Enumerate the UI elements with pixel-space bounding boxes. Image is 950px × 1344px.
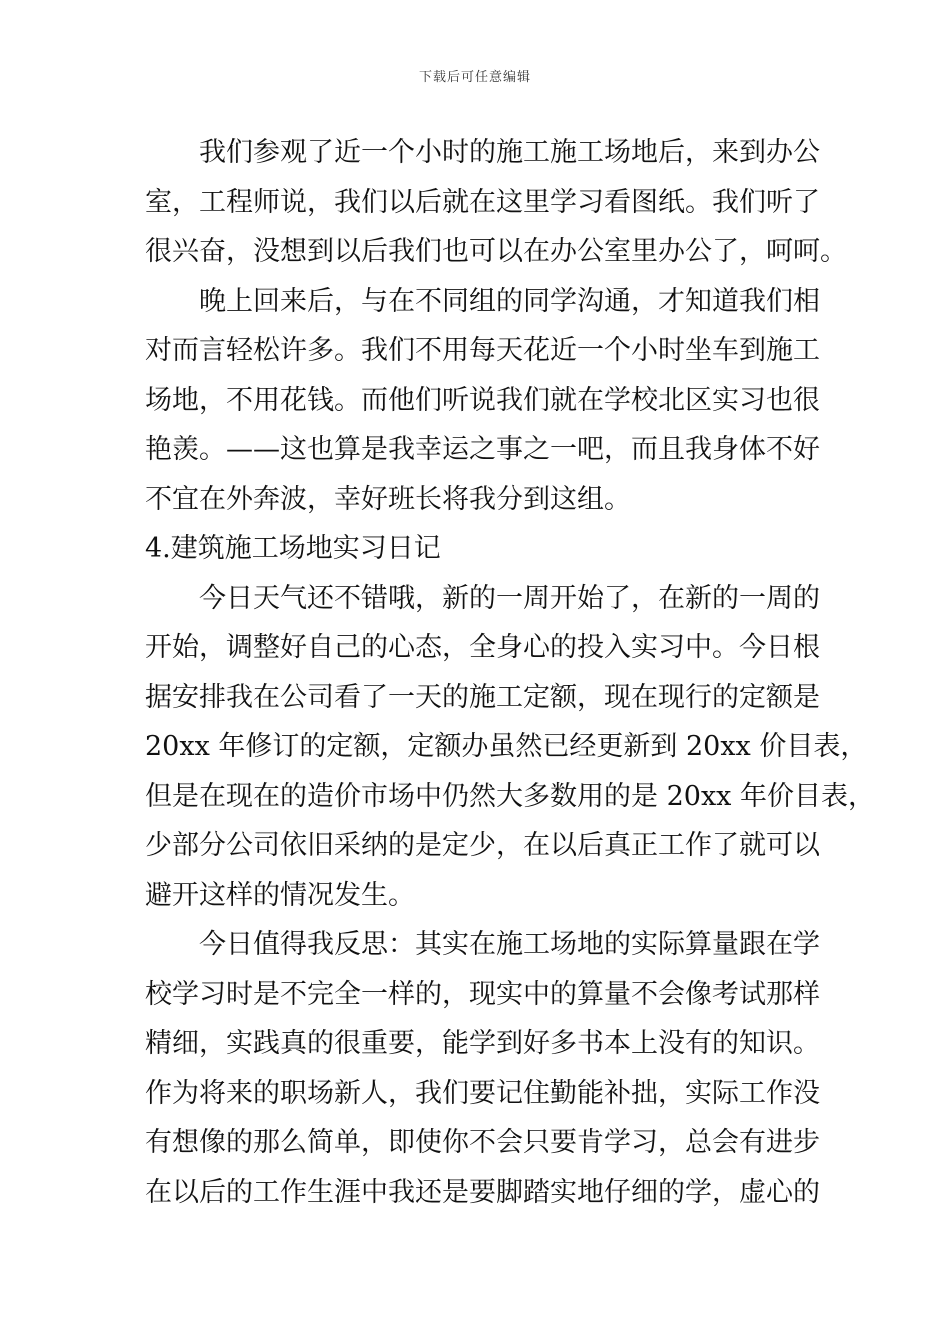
text-line: 校学习时是不完全一样的，现实中的算量不会像考试那样 [145,978,820,1010]
text-line: 避开这样的情况发生。 [145,879,415,911]
text-line: 20xx 年修订的定额，定额办虽然已经更新到 20xx 价目表， [145,731,868,762]
text-line: 但是在现在的造价市场中仍然大多数用的是 20xx 年价目表， [145,780,875,812]
text-line: 精细，实践真的很重要，能学到好多书本上没有的知识。 [145,1028,820,1059]
text-line: 有想像的那么简单，即使你不会只要肯学习，总会有进步 [145,1127,820,1158]
text-line: 在以后的工作生涯中我还是要脚踏实地仔细的学，虚心的 [145,1176,820,1208]
text-line: 少部分公司依旧采纳的是定少，在以后真正工作了就可以 [145,830,820,861]
text-line: 晚上回来后，与在不同组的同学沟通，才知道我们相 [199,285,820,317]
text-line: 作为将来的职场新人，我们要记住勤能补拙，实际工作没 [145,1077,820,1109]
header-note: 下载后可任意编辑 [418,70,531,85]
text-line: 据安排我在公司看了一天的施工定额，现在现行的定额是 [145,681,820,713]
text-line: 开始，调整好自己的心态，全身心的投入实习中。今日根 [145,632,820,663]
body-text [145,128,875,1217]
text-line: 我们参观了近一个小时的施工施工场地后，来到办公 [199,137,820,168]
text-line: 今日天气还不错哦，新的一周开始了，在新的一周的 [199,582,820,614]
text-line: 今日值得我反思：其实在施工场地的实际算量跟在学 [199,929,820,960]
section-heading: 4.建筑施工场地实习日记 [145,533,441,564]
text-line: 对而言轻松许多。我们不用每天花近一个小时坐车到施工 [145,335,820,366]
text-line: 艳羡。——这也算是我幸运之事之一吧，而且我身体不好 [145,434,820,465]
text-line: 不宜在外奔波，幸好班长将我分到这组。 [145,483,631,515]
text-line: 很兴奋，没想到以后我们也可以在办公室里办公了，呵呵。 [145,236,847,267]
text-line: 场地，不用花钱。而他们听说我们就在学校北区实习也很 [145,384,820,416]
text-line: 室，工程师说，我们以后就在这里学习看图纸。我们听了 [145,186,820,218]
